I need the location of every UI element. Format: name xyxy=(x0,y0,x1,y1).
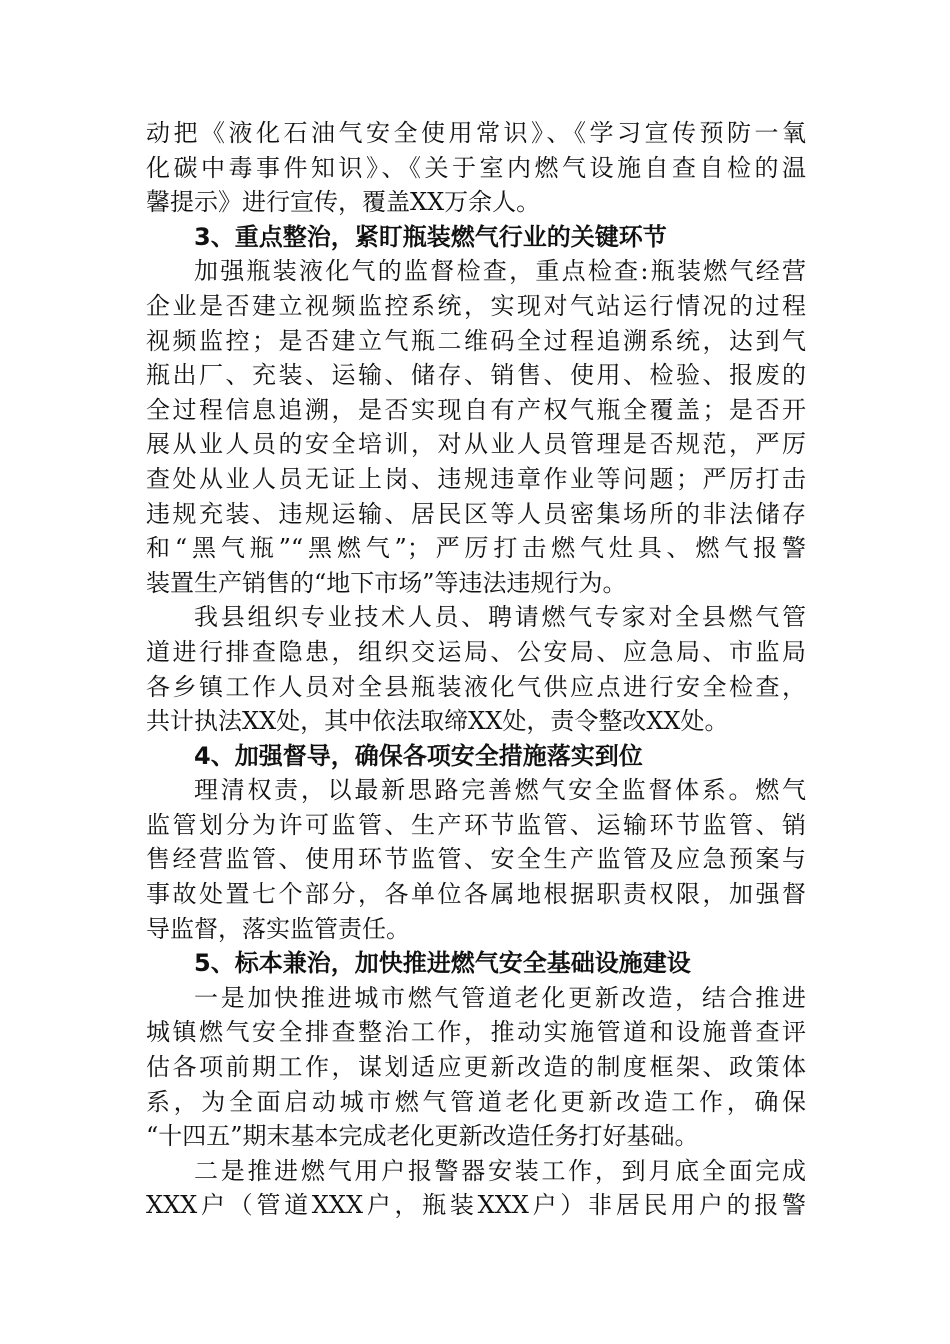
body-text-line: 加强瓶装液化气的监督检查，重点检查:瓶装燃气经营 xyxy=(194,257,806,286)
body-text-line: 企业是否建立视频监控系统，实现对气站运行情况的过程 xyxy=(146,291,806,320)
document-page xyxy=(146,116,806,1223)
body-text-line: 监管划分为许可监管、生产环节监管、运输环节监管、销 xyxy=(146,810,806,839)
body-text-line: 和“黑气瓶”“黑燃气”；严厉打击燃气灶具、燃气报警 xyxy=(146,534,806,563)
body-text-line: 违规充装、违规运输、居民区等人员密集场所的非法储存 xyxy=(146,499,806,528)
body-text-line: 展从业人员的安全培训，对从业人员管理是否规范，严厉 xyxy=(146,430,806,459)
body-text-line: 导监督，落实监管责任。 xyxy=(146,914,410,943)
body-text-line: 视频监控；是否建立气瓶二维码全过程追溯系统，达到气 xyxy=(146,326,806,355)
body-text-line: “十四五”期末基本完成老化更新改造任务打好基础。 xyxy=(146,1122,699,1151)
section-heading: 5、标本兼治，加快推进燃气安全基础设施建设 xyxy=(194,949,691,978)
body-text-line: 共计执法XX处，其中依法取缔XX处，责令整改XX处。 xyxy=(146,707,729,736)
body-text-line: 道进行排查隐患，组织交运局、公安局、应急局、市监局 xyxy=(146,637,806,666)
body-text-line: 售经营监管、使用环节监管、安全生产监管及应急预案与 xyxy=(146,845,806,874)
section-heading: 4、加强督导，确保各项安全措施落实到位 xyxy=(194,741,643,770)
body-text-line: 二是推进燃气用户报警器安装工作，到月底全面完成 xyxy=(194,1156,806,1185)
body-text-line: 理清权责，以最新思路完善燃气安全监督体系。燃气 xyxy=(194,776,806,805)
body-text-line: 全过程信息追溯，是否实现自有产权气瓶全覆盖；是否开 xyxy=(146,395,806,424)
body-text-line: 装置生产销售的“地下市场”等违法违规行为。 xyxy=(146,568,627,597)
body-text-line: 各乡镇工作人员对全县瓶装液化气供应点进行安全检查， xyxy=(146,672,806,701)
body-text-line: 查处从业人员无证上岗、违规违章作业等问题；严厉打击 xyxy=(146,464,806,493)
body-text-line: 系，为全面启动城市燃气管道老化更新改造工作，确保 xyxy=(146,1087,806,1116)
body-text-line: 动把《液化石油气安全使用常识》、《学习宣传预防一氧 xyxy=(146,119,806,147)
body-text-line: 事故处置七个部分，各单位各属地根据职责权限，加强督 xyxy=(146,880,806,909)
body-text-line: 瓶出厂、充装、运输、储存、销售、使用、检验、报废的 xyxy=(146,361,806,390)
body-text-line: 估各项前期工作，谋划适应更新改造的制度框架、政策体 xyxy=(146,1053,806,1082)
body-text-line: 一是加快推进城市燃气管道老化更新改造，结合推进 xyxy=(194,983,806,1012)
body-text-line: 我县组织专业技术人员、聘请燃气专家对全县燃气管 xyxy=(194,603,806,632)
body-text-line: 城镇燃气安全排查整治工作，推动实施管道和设施普查评 xyxy=(146,1018,806,1047)
body-text-line: 馨提示》进行宣传，覆盖XX万余人。 xyxy=(146,188,541,217)
body-text-line: 化碳中毒事件知识》、《关于室内燃气设施自查自检的温 xyxy=(146,153,806,182)
body-text-line: XXX户（管道XXX户，瓶装XXX户）非居民用户的报警 xyxy=(146,1191,806,1220)
section-heading: 3、重点整治，紧盯瓶装燃气行业的关键环节 xyxy=(194,222,667,251)
